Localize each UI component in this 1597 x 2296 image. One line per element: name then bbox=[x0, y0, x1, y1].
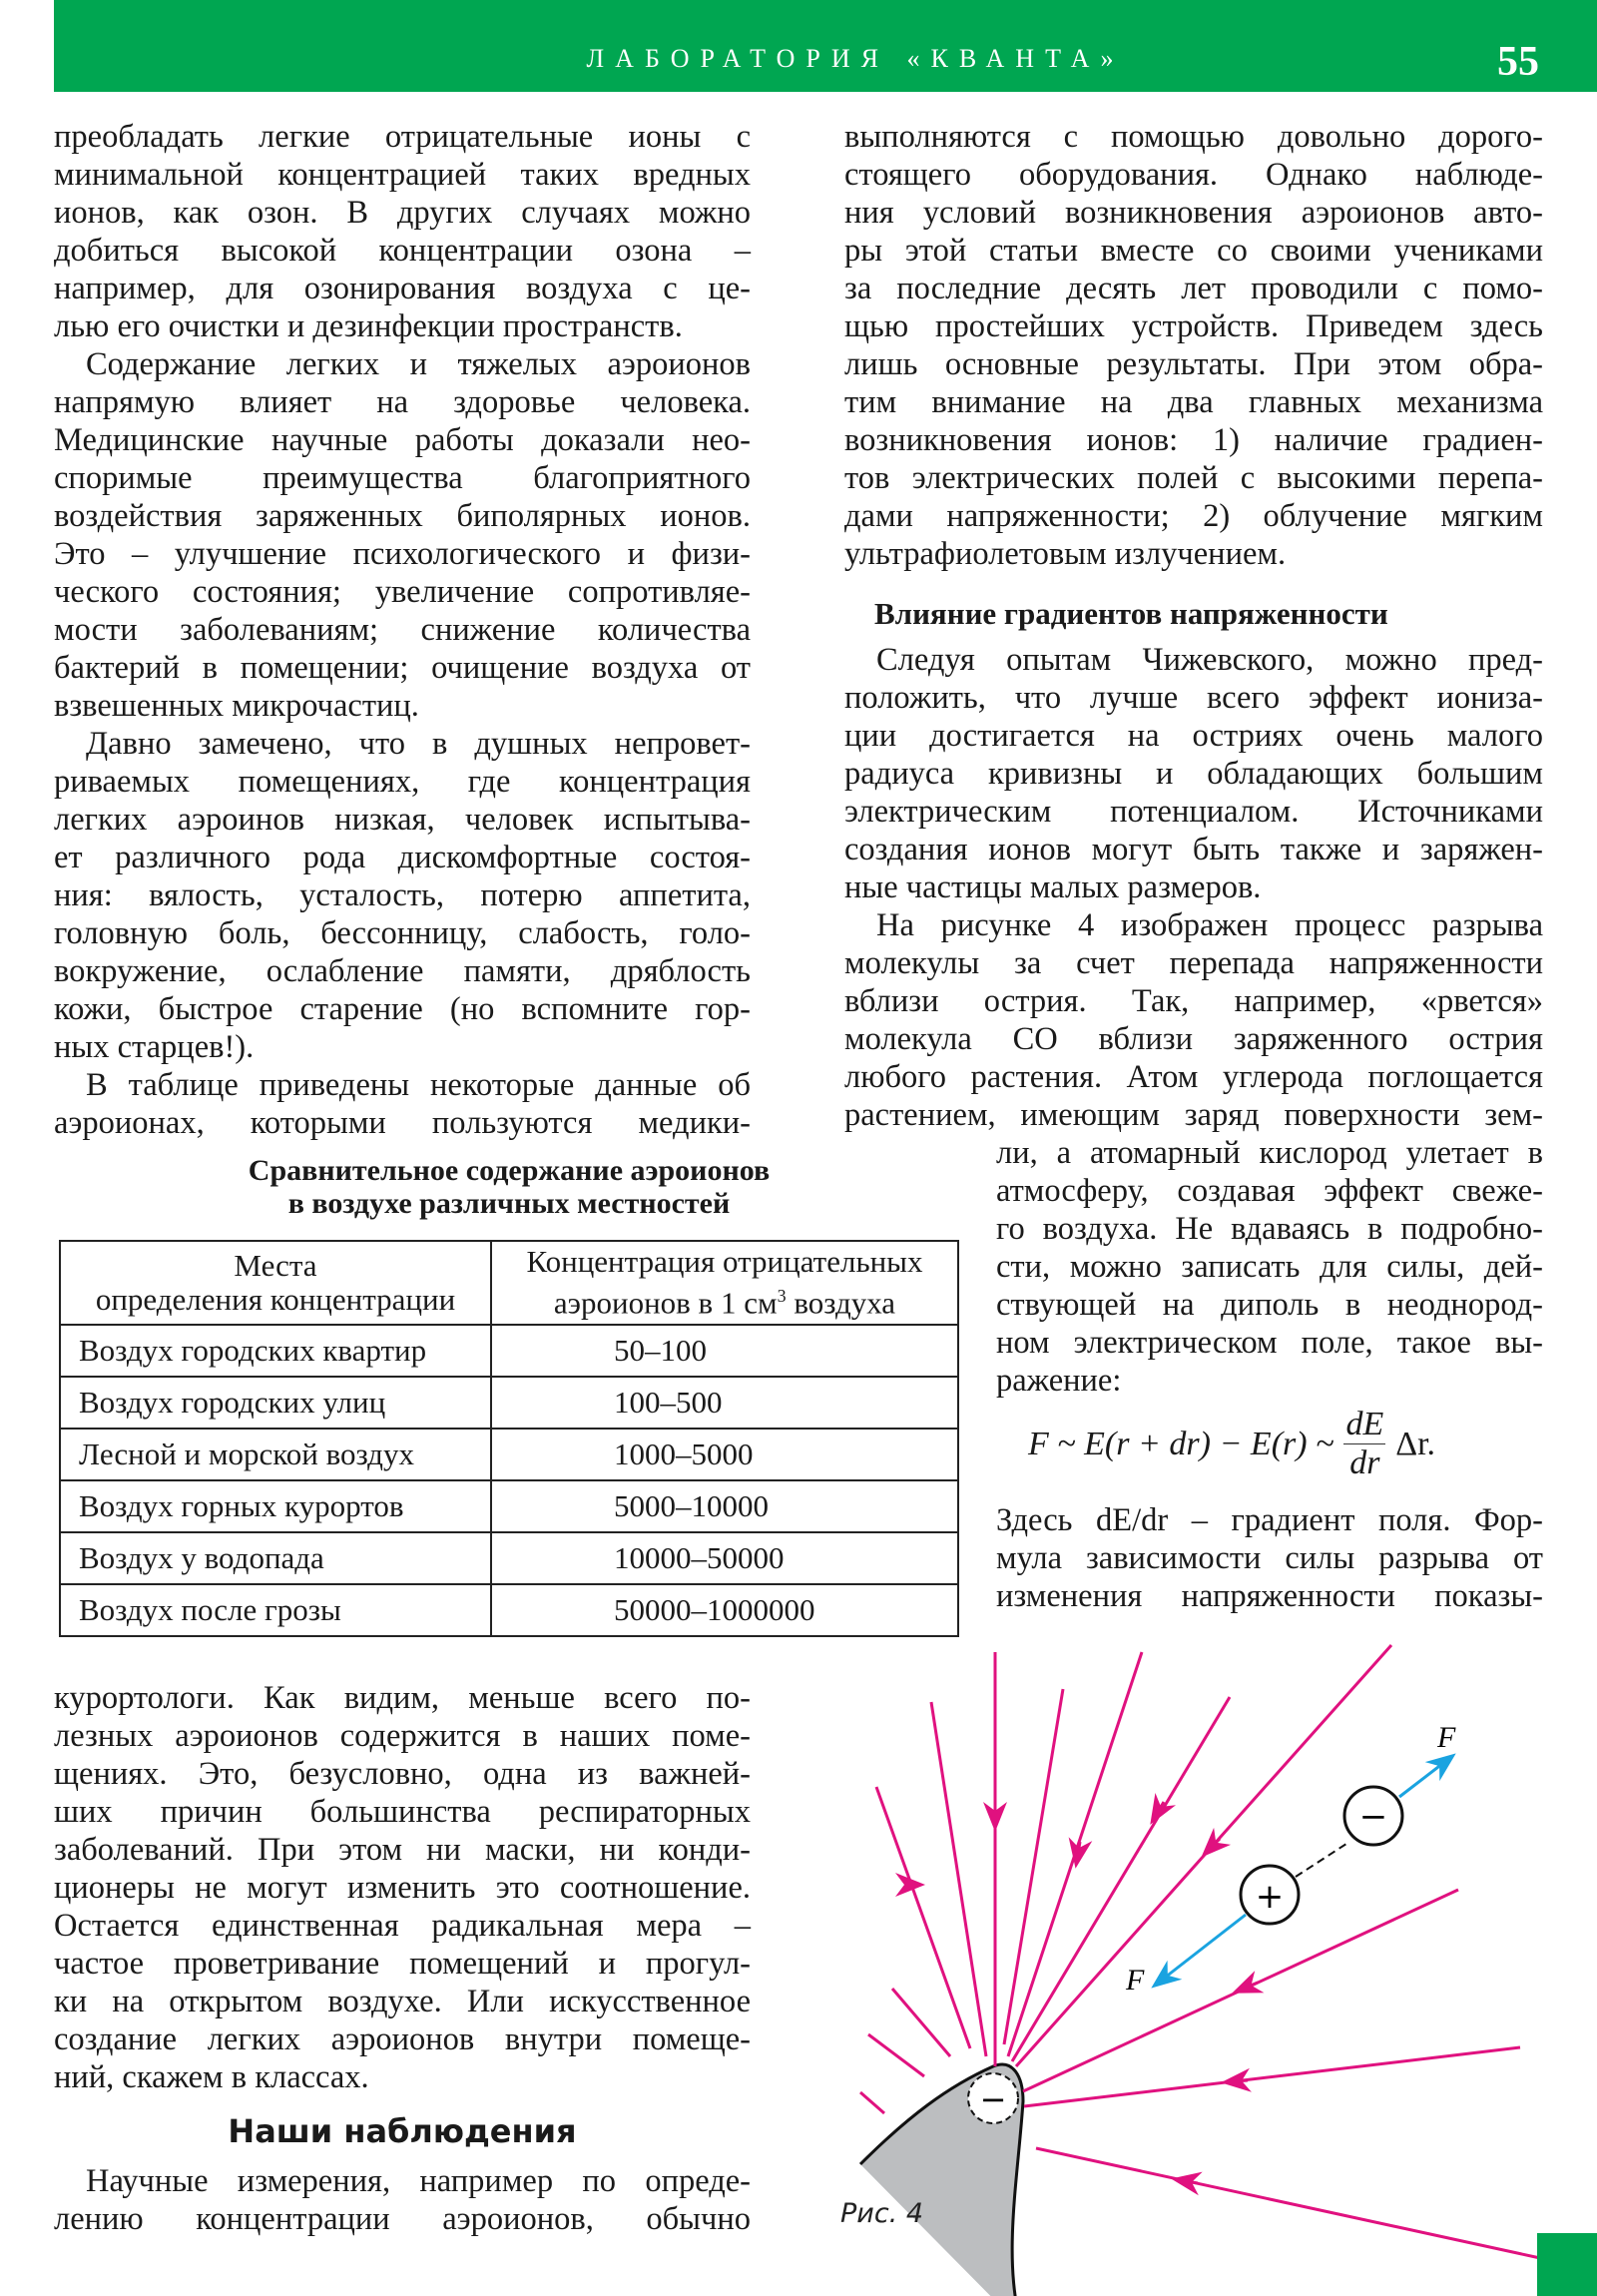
text-line: положить, что лучше всего эффект иониза- bbox=[844, 680, 1543, 716]
table-row bbox=[60, 1480, 958, 1532]
text-line: сти, можно записать для силы, дей- bbox=[996, 1249, 1543, 1285]
table-caption bbox=[59, 1154, 959, 1220]
right-column-narrow bbox=[996, 1134, 1543, 1400]
text-line: щениях. Это, безусловно, одна из важней- bbox=[54, 1756, 751, 1792]
left-column-top bbox=[54, 118, 751, 1142]
text-line: курортологи. Как видим, меньше всего по- bbox=[54, 1680, 751, 1716]
section-heading-gradients: Влияние градиентов напряженности bbox=[874, 596, 1388, 631]
text-line: ки на открытом воздухе. Или искусственное bbox=[54, 1984, 751, 2019]
text-line: выполняются с помощью довольно дорого- bbox=[844, 119, 1543, 155]
table-header-row bbox=[60, 1241, 958, 1325]
text-line: лезных аэроионов содержится в наших поме- bbox=[54, 1718, 751, 1754]
text-line: ния условий возникновения аэроионов авто- bbox=[844, 195, 1543, 231]
text-line: создания ионов могут быть также и заряжен- bbox=[844, 832, 1543, 867]
svg-text:+: + bbox=[1255, 1877, 1285, 1917]
text-line: атмосферу, создавая эффект свеже- bbox=[996, 1173, 1543, 1209]
text-line: за последние десять лет проводили с помо- bbox=[844, 271, 1543, 306]
text-line: ультрафиолетовым излучением. bbox=[844, 536, 1287, 572]
text-line: ионов, как озон. В других случаях можно bbox=[54, 195, 751, 231]
text-line: вокружение, ослабление памяти, дряблость bbox=[54, 953, 751, 989]
text-line: ражение: bbox=[996, 1363, 1122, 1399]
text-line: споримые преимущества благоприятного bbox=[54, 460, 751, 496]
text-line: Следуя опытам Чижевского, можно пред- bbox=[876, 642, 1543, 678]
cell-place: Воздух после грозы bbox=[60, 1584, 491, 1636]
text-line: частое проветривание помещений и прогул- bbox=[54, 1946, 751, 1982]
text-line: молекула CO вблизи заряженного острия bbox=[844, 1021, 1543, 1057]
text-line: ры этой статьи вместе со своими учениками bbox=[844, 233, 1543, 269]
text-line: вблизи острия. Так, например, «рвется» bbox=[844, 983, 1543, 1019]
text-line: ческого состояния; увеличение сопротивляе- bbox=[54, 574, 751, 610]
text-line: электрическим потенциалом. Источниками bbox=[844, 794, 1543, 830]
cell-concentration: 50000–1000000 bbox=[491, 1584, 958, 1636]
text-line: заболеваний. При этом ни маски, ни конди- bbox=[54, 1832, 751, 1868]
cell-place: Воздух городских квартир bbox=[60, 1325, 491, 1377]
text-line: ет различного рода дискомфортные состоя- bbox=[54, 840, 751, 875]
text-line: молекулы за счет перепада напряженности bbox=[844, 945, 1543, 981]
text-line: Давно замечено, что в душных непровет- bbox=[86, 726, 751, 762]
header-band bbox=[54, 0, 1597, 92]
formula-left: F ~ E(r + dr) − E(r) ~ bbox=[1028, 1425, 1334, 1462]
table-row bbox=[60, 1325, 958, 1377]
force-arrow-left bbox=[1156, 1915, 1246, 1985]
text-line: щью простейших устройств. Приведем здесь bbox=[844, 308, 1543, 344]
text-line: мости заболеваниям; снижение количества bbox=[54, 612, 751, 648]
text-line: риваемых помещениях, где концентрация bbox=[54, 764, 751, 800]
text-line: добиться высокой концентрации озона – bbox=[54, 233, 751, 269]
table-row bbox=[60, 1429, 958, 1480]
text-line: Это – улучшение психологического и физи- bbox=[54, 536, 751, 572]
figure-4-dipole-near-tip bbox=[818, 1617, 1597, 2296]
left-column-bottom bbox=[54, 1679, 751, 2096]
svg-text:−: − bbox=[979, 2080, 1007, 2118]
table-row bbox=[60, 1532, 958, 1584]
text-line: ния: вялость, усталость, потерю аппетита, bbox=[54, 877, 751, 913]
text-line: изменения напряженности показы- bbox=[996, 1578, 1543, 1614]
header-text: Концентрация отрицательных bbox=[526, 1244, 923, 1280]
text-line: напрямую влияет на здоровье человека. bbox=[54, 384, 751, 420]
text-line: стоящего оборудования. Однако наблюде- bbox=[844, 157, 1543, 193]
cell-concentration: 50–100 bbox=[491, 1325, 958, 1377]
table-caption-line: в воздухе различных местностей bbox=[287, 1187, 731, 1220]
svg-text:F: F bbox=[1126, 1964, 1145, 1997]
cell-place: Воздух у водопада bbox=[60, 1532, 491, 1584]
header-concentration bbox=[491, 1241, 958, 1325]
text-line: В таблице приведены некоторые данные об bbox=[86, 1067, 751, 1103]
formula-fraction bbox=[1343, 1406, 1385, 1482]
text-line: аэроионах, которыми пользуются медики- bbox=[54, 1105, 751, 1141]
figure-caption: Рис. 4 bbox=[840, 2198, 924, 2229]
header-text: аэроионов в 1 $см^3$ воздуха bbox=[553, 1285, 896, 1321]
text-line: лению концентрации аэроионов, обычно bbox=[54, 2201, 751, 2237]
text-line: ные частицы малых размеров. bbox=[844, 869, 1262, 905]
text-line: мула зависимости силы разрыва от bbox=[996, 1540, 1543, 1576]
text-line: Здесь dE/dr – градиент поля. Фор- bbox=[996, 1502, 1543, 1538]
corner-marker bbox=[1537, 2233, 1597, 2296]
cell-concentration: 10000–50000 bbox=[491, 1532, 958, 1584]
text-line: Медицинские научные работы доказали нео- bbox=[54, 422, 751, 458]
svg-text:F: F bbox=[1437, 1721, 1456, 1754]
text-line: Остается единственная радикальная мера – bbox=[54, 1908, 751, 1944]
table-row bbox=[60, 1377, 958, 1429]
text-line: дами напряженности; 2) облучение мягким bbox=[844, 498, 1543, 534]
section-heading-observations: Наши наблюдения bbox=[228, 2112, 577, 2150]
formula-right: Δr. bbox=[1395, 1425, 1436, 1462]
text-line: минимальной концентрацией таких вредных bbox=[54, 157, 751, 193]
right-column-after-formula bbox=[996, 1501, 1543, 1615]
text-line: легких аэроинов низкая, человек испытыва- bbox=[54, 802, 751, 838]
text-line: возникновения ионов: 1) наличие градиен- bbox=[844, 422, 1543, 458]
text-line: взвешенных микрочастиц. bbox=[54, 688, 419, 724]
text-line: Содержание легких и тяжелых аэроионов bbox=[86, 346, 751, 382]
text-line: бактерий в помещении; очищение воздуха от bbox=[54, 650, 751, 686]
ion-concentration-table bbox=[59, 1240, 959, 1637]
text-line: воздействия заряженных биполярных ионов. bbox=[54, 498, 751, 534]
text-line: Научные измерения, например по опреде- bbox=[86, 2163, 751, 2199]
cell-place: Воздух горных курортов bbox=[60, 1480, 491, 1532]
text-line: На рисунке 4 изображен процесс разрыва bbox=[876, 907, 1543, 943]
text-line: тов электрических полей с высокими перепа- bbox=[844, 460, 1543, 496]
cell-place: Лесной и морской воздух bbox=[60, 1429, 491, 1480]
text-line: лью его очистки и дезинфекции пространств. bbox=[54, 308, 683, 344]
cell-place: Воздух городских улиц bbox=[60, 1377, 491, 1429]
right-column-top bbox=[844, 118, 1543, 573]
text-line: лишь основные результаты. При этом обра- bbox=[844, 346, 1543, 382]
text-line: ционеры не могут изменить это соотношение. bbox=[54, 1870, 751, 1906]
header-text: определения концентрации bbox=[95, 1282, 456, 1317]
text-line: головную боль, бессонницу, слабость, голо- bbox=[54, 915, 751, 951]
text-line: го воздуха. Не вдаваясь в подробно- bbox=[996, 1211, 1543, 1247]
text-line: любого растения. Атом углерода поглощается bbox=[844, 1059, 1543, 1095]
cell-concentration: 1000–5000 bbox=[491, 1429, 958, 1480]
cell-concentration: 100–500 bbox=[491, 1377, 958, 1429]
force-formula bbox=[1028, 1406, 1435, 1482]
text-line: тим внимание на два главных механизма bbox=[844, 384, 1543, 420]
text-line: ний, скажем в классах. bbox=[54, 2059, 369, 2095]
numerator: dE bbox=[1345, 1406, 1384, 1442]
svg-text:−: − bbox=[1358, 1797, 1388, 1837]
text-line: ном электрическом поле, такое вы- bbox=[996, 1325, 1543, 1361]
page-number: 55 bbox=[1497, 39, 1539, 85]
text-line: ции достигается на остриях очень малого bbox=[844, 718, 1543, 754]
text-line: ших причин большинства респираторных bbox=[54, 1794, 751, 1830]
left-column-final bbox=[54, 2162, 751, 2238]
text-line: растением, имеющим заряд поверхности зем- bbox=[844, 1097, 1543, 1133]
text-line: создание легких аэроионов внутри помеще- bbox=[54, 2021, 751, 2057]
text-line: ствующей на диполь в неоднород- bbox=[996, 1287, 1543, 1323]
header-places bbox=[60, 1241, 491, 1325]
text-line: радиуса кривизны и обладающих большим bbox=[844, 756, 1543, 792]
table-caption-line: Сравнительное содержание аэроионов bbox=[248, 1154, 771, 1187]
running-header-title: ЛАБОРАТОРИЯ «КВАНТА» bbox=[586, 44, 1125, 73]
force-arrow-right bbox=[1399, 1757, 1451, 1797]
text-line: ных старцев!). bbox=[54, 1029, 255, 1065]
cell-concentration: 5000–10000 bbox=[491, 1480, 958, 1532]
text-line: кожи, быстрое старение (но вспомните гор- bbox=[54, 991, 751, 1027]
text-line: преобладать легкие отрицательные ионы с bbox=[54, 119, 751, 155]
right-column-mid bbox=[844, 641, 1543, 1134]
denominator: dr bbox=[1349, 1444, 1380, 1481]
text-line: ли, а атомарный кислород улетает в bbox=[996, 1135, 1543, 1171]
text-line: например, для озонирования воздуха с це- bbox=[54, 271, 751, 306]
header-text: Места bbox=[234, 1248, 317, 1283]
